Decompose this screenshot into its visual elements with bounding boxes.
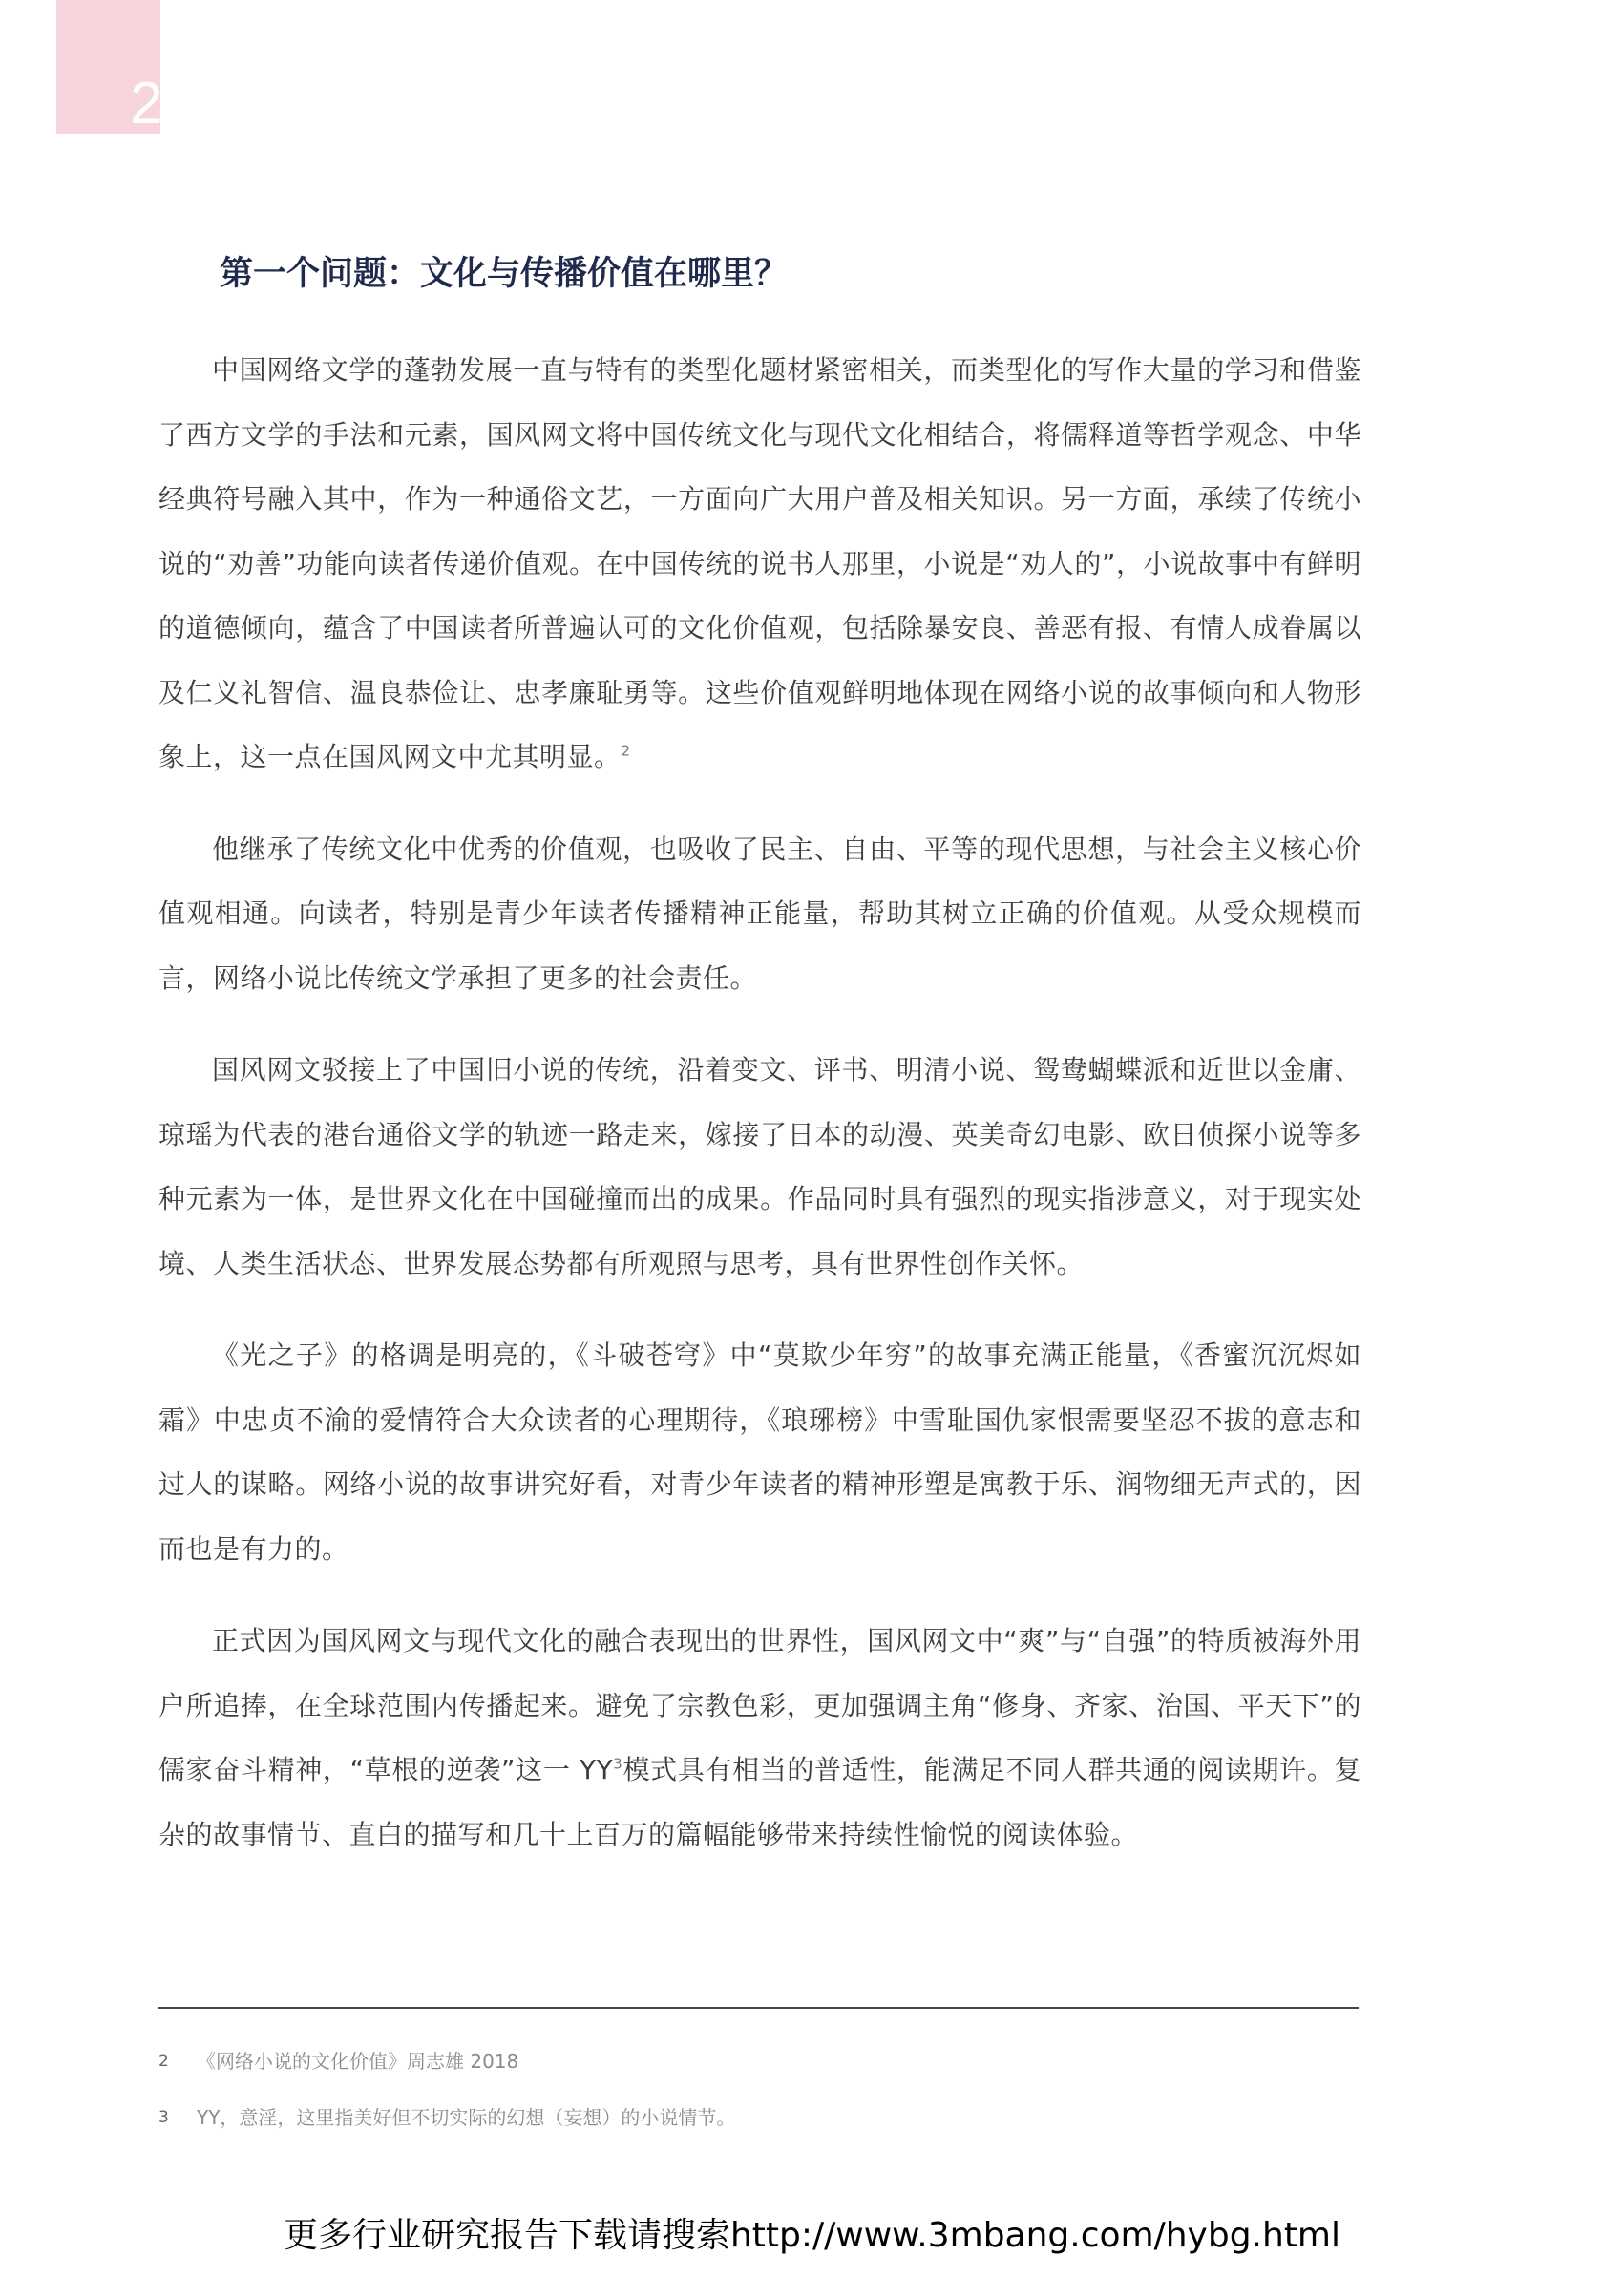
footnotes (158, 2047, 1359, 2160)
footnote-text: 《网络小说的文化价值》周志雄 2018 (197, 2050, 519, 2073)
paragraph-5-text-after: 模式具有相当的普适性，能满足不同人群共通的阅读期许。复杂的故事情节、直白的描写和几十上百万的篇幅能够带来持续性愉悦的阅读体验。 (158, 1754, 1361, 1850)
footnote-3 (158, 2103, 1359, 2132)
footnote-number: 2 (158, 2052, 169, 2071)
body-text (158, 338, 1361, 1894)
paragraph-4: 《光之子》的格调是明亮的，《斗破苍穹》中“莫欺少年穷”的故事充满正能量，《香蜜沉沉烬如霜》中忠贞不渝的爱情符合大众读者的心理期待，《琅琊榜》中雪耻国仇家恨需要坚忍不拔的意志和过人的谋略。网络小说的故事讲究好看，对青少年读者的精神形塑是寓教于乐、润物细无声式的，因而也是有力的。 (158, 1339, 1361, 1565)
section-heading: 第一个问题：文化与传播价值在哪里？ (220, 254, 789, 293)
footnote-text: YY，意淫，这里指美好但不切实际的幻想（妄想）的小说情节。 (197, 2106, 736, 2129)
download-banner[interactable]: 更多行业研究报告下载请搜索http://www.3mbang.com/hybg.html (283, 2216, 1341, 2255)
footnote-ref-2[interactable]: 2 (621, 742, 631, 760)
paragraph-5-text-before: 正式因为国风网文与现代文化的融合表现出的世界性，国风网文中“爽”与“自强”的特质被海外用户所追捧，在全球范围内传播起来。避免了宗教色彩，更加强调主角“修身、齐家、治国、平天下”的儒家奋斗精神，“草根的逆袭”这一 YY (158, 1625, 1361, 1785)
footnote-2 (158, 2047, 1359, 2076)
paragraph-3: 国风网文驳接上了中国旧小说的传统，沿着变文、评书、明清小说、鸳鸯蝴蝶派和近世以金庸、琼瑶为代表的港台通俗文学的轨迹一路走来，嫁接了日本的动漫、英美奇幻电影、欧日侦探小说等多种元素为一体，是世界文化在中国碰撞而出的成果。作品同时具有强烈的现实指涉意义，对于现实处境、人类生活状态、世界发展态势都有所观照与思考，具有世界性创作关怀。 (158, 1054, 1361, 1279)
footnote-number: 3 (158, 2108, 169, 2127)
paragraph-2: 他继承了传统文化中优秀的价值观，也吸收了民主、自由、平等的现代思想，与社会主义核心价值观相通。向读者，特别是青少年读者传播精神正能量，帮助其树立正确的价值观。从受众规模而言，网络小说比传统文学承担了更多的社会责任。 (158, 833, 1361, 994)
footnote-ref-3[interactable]: 3 (613, 1755, 623, 1773)
paragraph-1-text: 中国网络文学的蓬勃发展一直与特有的类型化题材紧密相关，而类型化的写作大量的学习和借鉴了西方文学的手法和元素，国风网文将中国传统文化与现代文化相结合，将儒释道等哲学观念、中华经典符号融入其中，作为一种通俗文艺，一方面向广大用户普及相关知识。另一方面，承续了传统小说的“劝善”功能向读者传递价值观。在中国传统的说书人那里，小说是“劝人的”，小说故事中有鲜明的道德倾向，蕴含了中国读者所普遍认可的文化价值观，包括除暴安良、善恶有报、有情人成眷属以及仁义礼智信、温良恭俭让、忠孝廉耻勇等。这些价值观鲜明地体现在网络小说的故事倾向和人物形象上，这一点在国风网文中尤其明显。 (158, 354, 1361, 772)
page-number: 2 (130, 71, 163, 137)
footnote-divider (158, 2007, 1359, 2009)
paragraph-1 (158, 338, 1361, 790)
paragraph-5 (158, 1609, 1361, 1867)
